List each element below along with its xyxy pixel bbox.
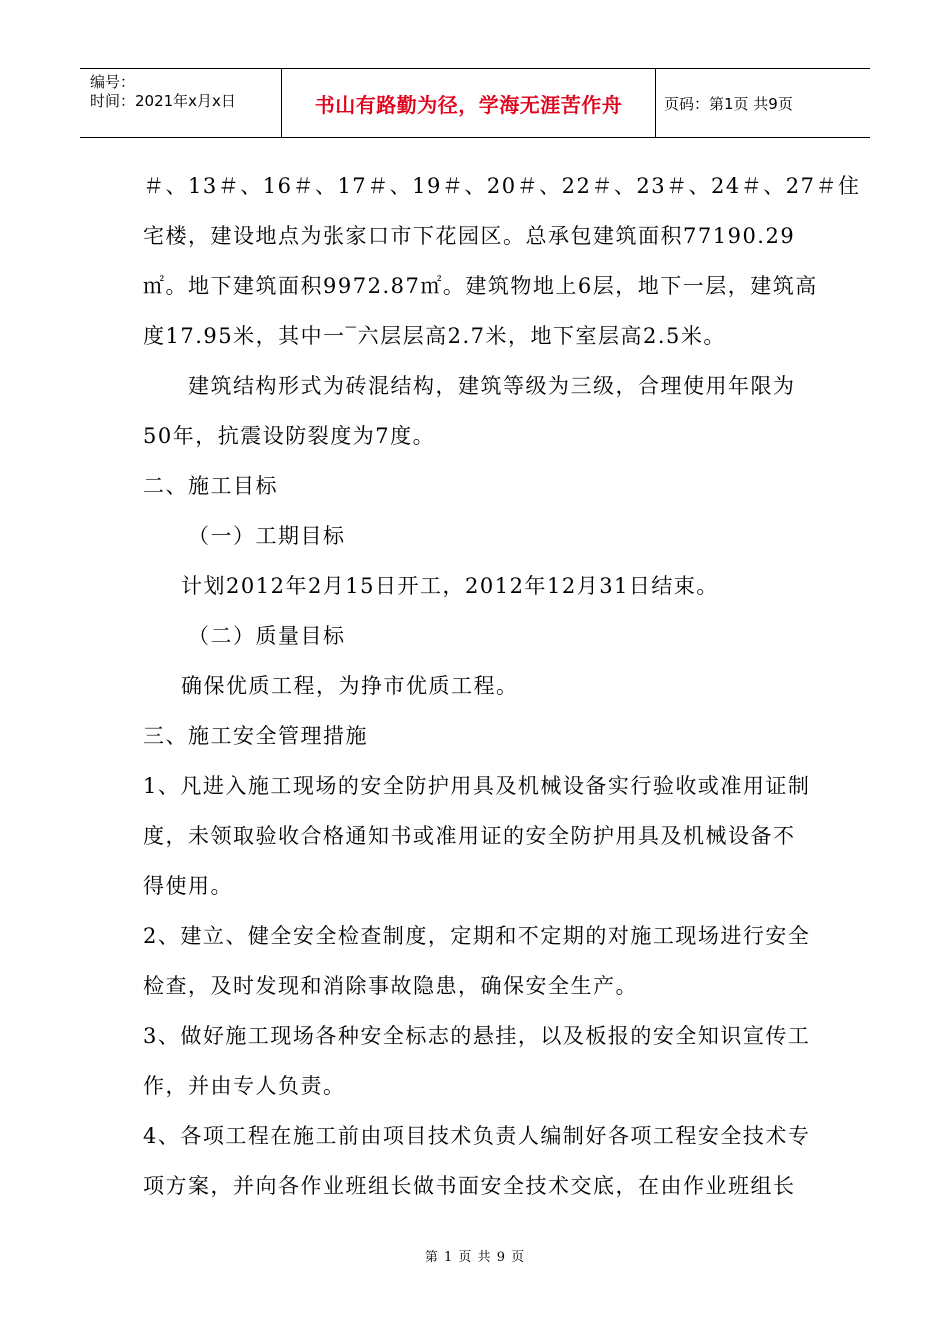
- body-line: 度17.95米，其中一‾六层层高2.7米，地下室层高2.5米。: [143, 324, 726, 348]
- header-motto: 书山有路勤为径，学海无涯苦作舟: [282, 69, 656, 137]
- header-page-code: 页码：第1页 共9页: [664, 94, 793, 113]
- body-line: 宅楼，建设地点为张家口市下花园区。总承包建筑面积77190.29: [143, 224, 796, 248]
- page-footer: 第 1 页 共 9 页: [424, 1250, 526, 1265]
- body-line: 检查，及时发现和消除事故隐患，确保安全生产。: [143, 974, 638, 998]
- body-line: ＃、13＃、16＃、17＃、19＃、20＃、22＃、23＃、24＃、27＃住: [143, 174, 861, 198]
- body-line: ㎡。地下建筑面积9972.87㎡。建筑物地上6层，地下一层，建筑高: [143, 274, 818, 298]
- section-heading: 二、施工目标: [143, 474, 278, 498]
- number-label: 编号：: [90, 73, 136, 91]
- time-label: 时间：2021年x月x日: [90, 92, 236, 110]
- header-meta: [80, 69, 282, 137]
- body-line: 确保优质工程，为挣市优质工程。: [181, 674, 519, 698]
- body-line: 项方案，并向各作业班组长做书面安全技术交底，在由作业班组长: [143, 1174, 796, 1198]
- body-line: 度，未领取验收合格通知书或准用证的安全防护用具及机械设备不: [143, 824, 796, 848]
- body-line: 建筑结构形式为砖混结构，建筑等级为三级，合理使用年限为: [188, 374, 796, 398]
- section-heading: 三、施工安全管理措施: [143, 724, 368, 748]
- body-line: 计划2012年2月15日开工，2012年12月31日结束。: [181, 574, 719, 598]
- body-line: 50年，抗震设防裂度为7度。: [143, 424, 436, 448]
- document-body: [143, 167, 861, 1217]
- body-line: 1、凡进入施工现场的安全防护用具及机械设备实行验收或准用证制: [143, 774, 811, 798]
- body-line: 作，并由专人负责。: [143, 1074, 346, 1098]
- body-line: 4、各项工程在施工前由项目技术负责人编制好各项工程安全技术专: [143, 1124, 811, 1148]
- subsection-heading: （一）工期目标: [188, 524, 346, 548]
- subsection-heading: （二）质量目标: [188, 624, 346, 648]
- body-line: 得使用。: [143, 874, 233, 898]
- body-line: 2、建立、健全安全检查制度，定期和不定期的对施工现场进行安全: [143, 924, 811, 948]
- page-header: [80, 68, 870, 138]
- body-line: 3、做好施工现场各种安全标志的悬挂，以及板报的安全知识宣传工: [143, 1024, 811, 1048]
